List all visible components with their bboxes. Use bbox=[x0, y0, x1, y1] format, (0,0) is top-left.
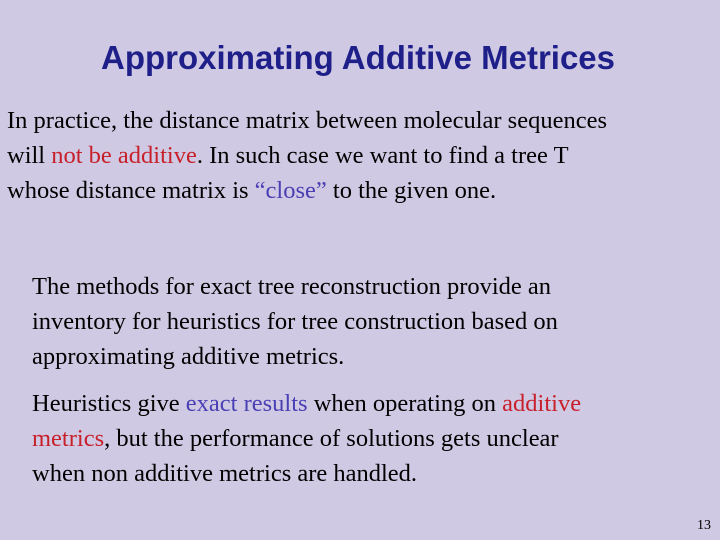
p1-line2-c: . In such case we want to find a tree T bbox=[196, 142, 569, 169]
p3-line2-b: , but the performance of solutions gets unclear bbox=[104, 425, 559, 452]
paragraph-exact-methods bbox=[32, 269, 558, 374]
p2-line3: approximating additive metrics. bbox=[32, 343, 345, 370]
p3-line1-a: Heuristics give bbox=[32, 390, 186, 417]
slide-title: Approximating Additive Metrices bbox=[100, 39, 616, 76]
p1-line1: In practice, the distance matrix between molecular sequences bbox=[7, 107, 607, 134]
p1-line3-a: whose distance matrix is bbox=[7, 177, 255, 204]
p3-highlight-exact-results: exact results bbox=[185, 390, 308, 417]
page-number: 13 bbox=[697, 518, 711, 533]
p2-line1: The methods for exact tree reconstruction provide an bbox=[32, 273, 552, 300]
paragraph-distance-matrix bbox=[7, 103, 607, 208]
p1-highlight-close: “close” bbox=[254, 177, 327, 204]
paragraph-heuristics bbox=[32, 386, 581, 491]
p3-line3: when non additive metrics are handled. bbox=[32, 460, 418, 487]
p1-line2-a: will bbox=[7, 142, 52, 169]
p2-line2: inventory for heuristics for tree construction based on bbox=[32, 308, 558, 335]
p3-line1-c: when operating on bbox=[307, 390, 503, 417]
p1-highlight-not-additive: not be additive bbox=[51, 142, 197, 169]
p3-highlight-additive: additive bbox=[502, 390, 582, 417]
p1-line3-c: to the given one. bbox=[326, 177, 497, 204]
p3-highlight-metrics: metrics bbox=[32, 425, 105, 452]
